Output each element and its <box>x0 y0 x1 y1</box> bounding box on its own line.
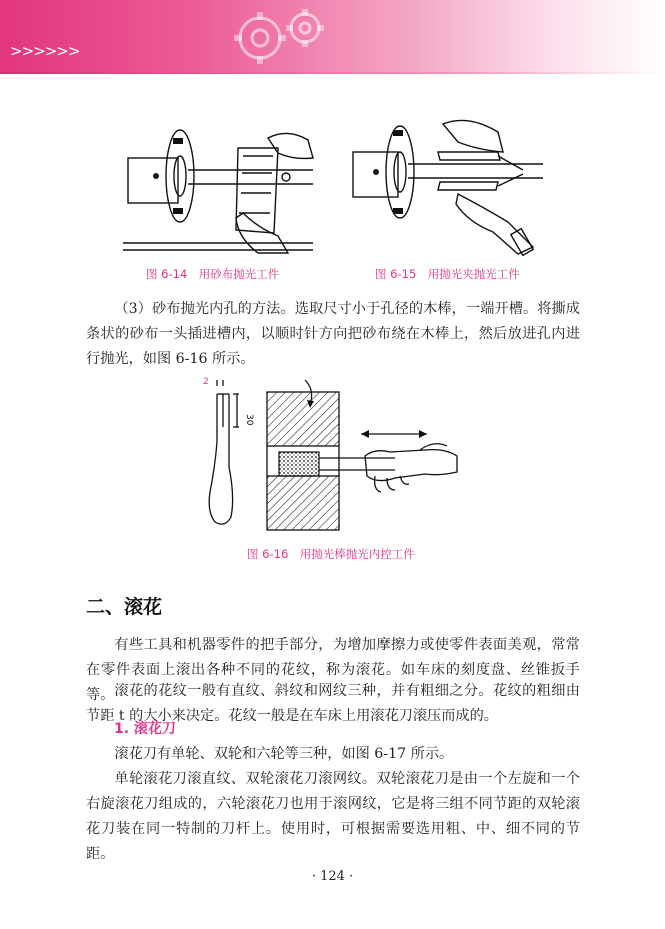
paragraph-knurl-patterns: 滚花的花纹一般有直纹、斜纹和网纹三种，并有粗细之分。花纹的粗细由节距 t 的大小来决定。花纹一般是在车床上用滚花刀滚压而成的。 <box>86 683 580 724</box>
gear-decoration-icon <box>215 6 335 70</box>
section-title-knurling: 二、滚花 <box>86 596 163 618</box>
page-number: · 124 · <box>311 869 354 884</box>
header-chevrons: >>>>>> <box>10 42 80 60</box>
figure-6-16-caption: 图 6-16 用抛光棒抛光内控工件 <box>247 547 415 561</box>
figure-6-15-caption: 图 6-15 用抛光夹抛光工件 <box>375 267 520 281</box>
paragraph-knurl-intro: 有些工具和机器零件的把手部分，为增加摩擦力或使零件表面美观，常常在零件表面上滚出各种不同的花纹，称为滚花。如车床的刻度盘、丝锥扳手等。 <box>86 637 580 703</box>
subsection-title-knurling-tool: 1. 滚花刀 <box>114 721 176 737</box>
figure-6-15-illustration <box>348 112 548 257</box>
paragraph-tool-types: 滚花刀有单轮、双轮和六轮等三种，如图 6-17 所示。 <box>114 746 454 762</box>
figure-6-16-illustration <box>195 372 465 542</box>
dimension-length-label: 30 <box>244 414 254 426</box>
figure-6-14-caption: 图 6-14 用砂布抛光工件 <box>146 267 280 281</box>
paragraph-sandcloth-method: （3）砂布抛光内孔的方法。选取尺寸小于孔径的木棒，一端开槽。将撕成条状的砂布一头插进槽内，以顺时针方向把砂布绕在木棒上，然后放进孔内进行抛光，如图 6-16 所示。 <box>86 301 580 367</box>
header-divider <box>0 72 665 74</box>
paragraph-tool-details: 单轮滚花刀滚直纹、双轮滚花刀滚网纹。双轮滚花刀是由一个左旋和一个右旋滚花刀组成的，六轮滚花刀也用于滚网纹，它是将三组不同节距的双轮滚花刀装在同一特制的刀杆上。使用时，可根据需要选用粗、中、细不同的节距。 <box>86 771 580 862</box>
dimension-width-label: 2 <box>203 377 209 387</box>
figure-6-14-illustration <box>118 118 318 258</box>
